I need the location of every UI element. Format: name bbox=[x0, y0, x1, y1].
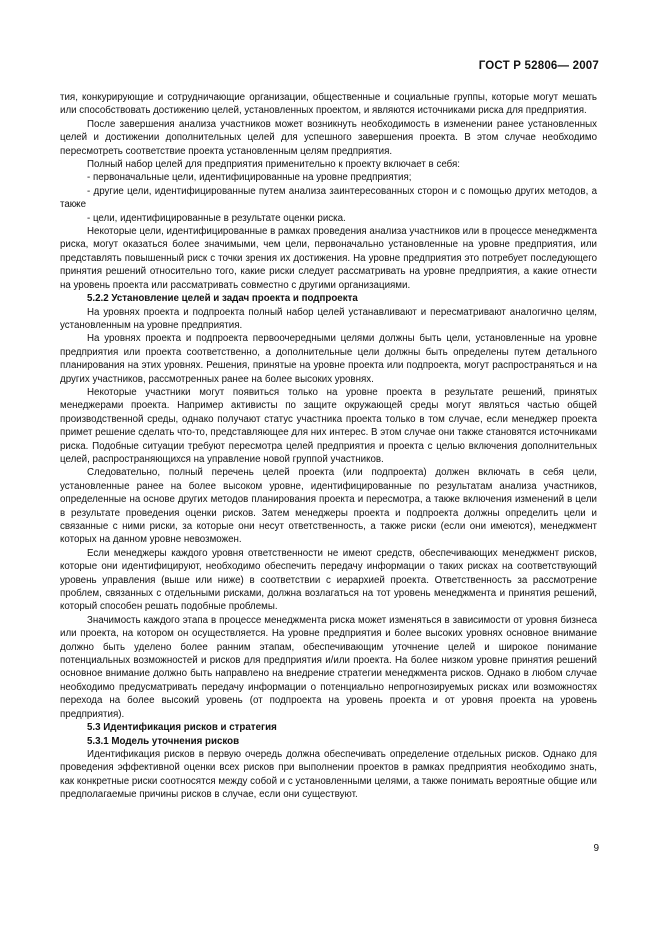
section-heading-5-3: 5.3 Идентификация рисков и стратегия bbox=[87, 722, 277, 734]
paragraph: После завершения анализа участников может возникнуть необходимость в изменении ранее установленных целей и достижении дополнительных целей для успешного завершения проекта. В этом случае необходимо пересмотреть соответствие проекта установленным целям предприятия. bbox=[60, 118, 597, 157]
paragraph: На уровнях проекта и подпроекта полный набор целей устанавливают и пересматривают аналогично целям, установленным на уровне предприятия. bbox=[60, 306, 597, 331]
page-number: 9 bbox=[593, 843, 599, 854]
document-header: ГОСТ Р 52806— 2007 bbox=[478, 60, 599, 72]
paragraph: Если менеджеры каждого уровня ответственности не имеют средств, обеспечивающих менеджмент рисков, которые они идентифицируют, необходимо обеспечить передачу информации о таких рисках на соответствующий уровень управления (выше или ниже) в соответствии с иерархией проекта. Ответственность за рассмотрение проблем, связанных с отдельными рисками, должна возлагаться на тот уровень менеджмента и принятия решений, который способен решать подобные проблемы. bbox=[60, 547, 597, 613]
section-heading-5-3-1: 5.3.1 Модель уточнения рисков bbox=[87, 735, 240, 747]
paragraph: Следовательно, полный перечень целей проекта (или подпроекта) должен включать в себя цели, установленные ранее на более высоком уровне, идентифицированные по результатам анализа участников, определенные на основе других методов планирования проекта и пересмотра, а также включения изменений в цели в результате проведения оценки рисков. Затем менеджеры проекта и подпроекта должны определить цели и связанные с ними риски, за которые они несут ответственность, а также риски (если они имеются), менеджмент которых на данном уровне невозможен. bbox=[60, 467, 597, 546]
document-body bbox=[60, 91, 597, 802]
paragraph-continuation: тия, конкурирующие и сотрудничающие организации, общественные и социальные группы, которые могут мешать или способствовать достижению целей, установленных проектом, и являются источниками риска для предприятия. bbox=[60, 92, 597, 117]
list-item: - цели, идентифицированные в результате оценки риска. bbox=[87, 212, 346, 224]
paragraph: Значимость каждого этапа в процессе менеджмента риска может изменяться в зависимости от уровня бизнеса или проекта, на котором он осуществляется. На уровне предприятия и более высоких уровнях основное внимание должно быть уделено более ранним этапам, обеспечивающим уточнение целей и широкое понимание потенциальных возможностей и рисков для предприятия и/или проекта. На более низком уровне принятия решений основное внимание должно быть направлено на внедрение стратегии менеджмента рисков. Однако в любом случае необходимо предусматривать передачу информации о потенциально непрогнозируемых рисках или возможностях перехода на более высокий уровень (от подпроекта на уровень проекта и от уровня проекта на уровень предприятия). bbox=[60, 614, 597, 720]
paragraph: Идентификация рисков в первую очередь должна обеспечивать определение отдельных рисков. Однако для проведения эффективной оценки всех рисков при выполнении проектов в рамках предприятия необходимо знать, как конкретные риски соотносятся между собой и с установленными целями, а также понимать вероятные общие или предполагаемые причины рисков в случае, если они существуют. bbox=[60, 748, 597, 801]
list-item: - первоначальные цели, идентифицированные на уровне предприятия; bbox=[87, 172, 412, 184]
paragraph: Некоторые участники могут появиться только на уровне проекта в результате решений, принятых менеджерами проекта. Например активисты по защите окружающей среды могут являться частью общей производственной среды, однако получают статус участника проекта только в том случае, если менеджер проекта примет решение сделать что-то, представляющее для них интерес. В этом случае они также становятся источниками риска. Подобные ситуации требуют пересмотра целей предприятия и проекта с целью включения дополнительных целей, распространяющихся на управление новой группой участников. bbox=[60, 386, 597, 465]
paragraph: На уровнях проекта и подпроекта первоочередными целями должны быть цели, установленные на уровне предприятия или проекта соответственно, а дополнительные цели должны быть определены путем детального планирования на этих уровнях. Решения, принятые на уровне проекта или подпроекта, могут распространяться и на других участников, рассмотренных ранее на более высоких уровнях. bbox=[60, 333, 597, 385]
section-heading-5-2-2: 5.2.2 Установление целей и задач проекта и подпроекта bbox=[87, 293, 358, 305]
paragraph: Полный набор целей для предприятия применительно к проекту включает в себя: bbox=[87, 159, 460, 171]
list-item: - другие цели, идентифицированные путем анализа заинтересованных сторон и с помощью других методов, а также bbox=[60, 185, 597, 211]
paragraph: Некоторые цели, идентифицированные в рамках проведения анализа участников или в процессе менеджмента риска, могут оказаться более значимыми, чем цели, первоначально установленные на уровне предприятия, или представлять повышенный риск с точки зрения их достижения. На уровне предприятия это потребует последующего принятия решений относительно того, какие риски следует рассматривать на уровне предприятия, а какие отнести на уровень проекта или рассматривать совместно с другими организациями. bbox=[60, 226, 597, 291]
